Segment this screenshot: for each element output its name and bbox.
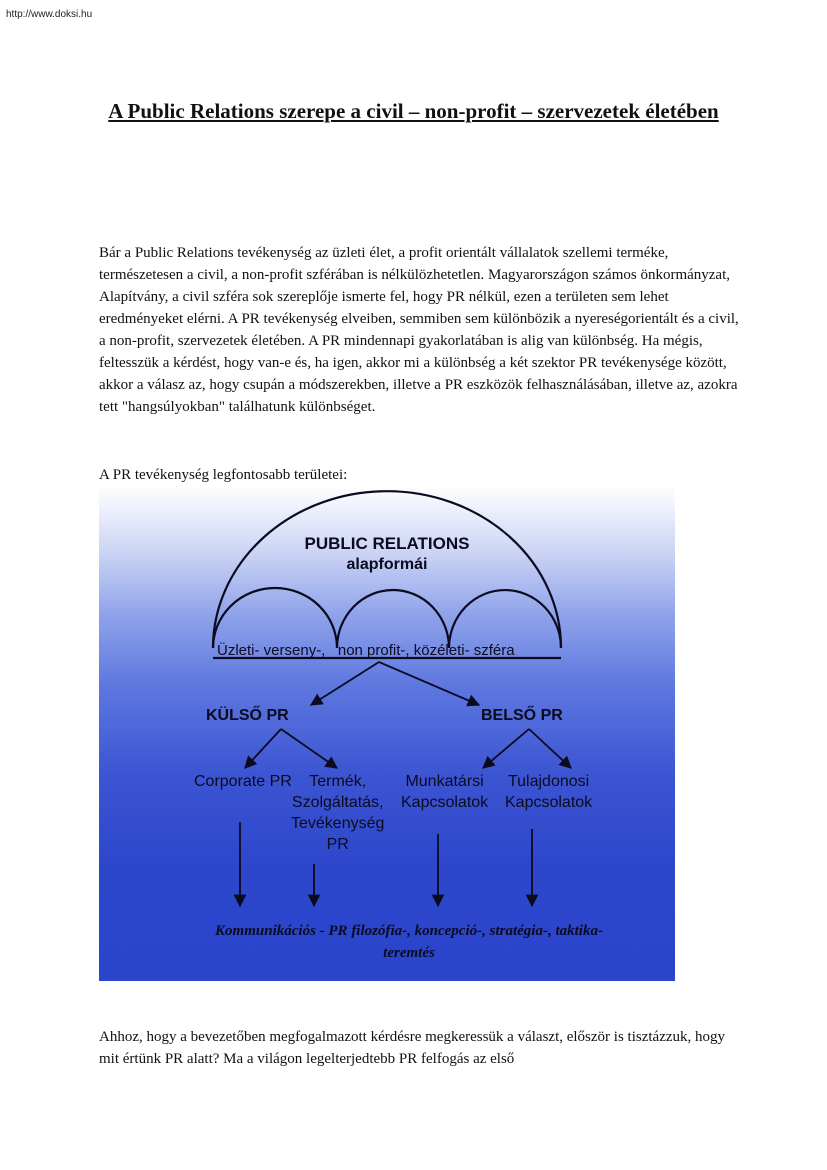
- document-title: A Public Relations szerepe a civil – non-profit – szervezetek életében: [108, 99, 719, 123]
- diagram-outcome: Kommunikációs - PR filozófia-, koncepció-, stratégia-, taktika- teremtés: [215, 923, 603, 961]
- followup-paragraph: Ahhoz, hogy a bevezetőben megfogalmazott kérdésre megkeressük a választ, először is tisztázzuk, hogy mit értünk PR alatt? Ma a világon legelterjedtebb PR felfogás az első: [99, 1029, 726, 1067]
- external-pr-label: KÜLSŐ PR: [206, 707, 289, 724]
- arrow-to-employee: [483, 729, 529, 768]
- source-url[interactable]: http://www.doksi.hu: [6, 9, 93, 20]
- arrow-to-internal: [379, 662, 479, 705]
- intro-paragraph: Bár a Public Relations tevékenység az üzleti élet, a profit orientált vállalatok szellemi terméke, természetesen a civil, a non-profit szférában is nélkülözhetetlen. Magyarországon számos önkormányzat, Alapítvány, a civil szféra sok szereplője ismerte fel, hogy PR nélkül, ezen a területen sem lehet eredményeket elérni. A PR tevékenység elveiben, semmiben sem különbözik a nyereségorientált és a civil, a non-profit, szervezetek életében. A PR mindennapi gyakorlatában is alig van különbség. Ha mégis, feltesszük a kérdést, hogy van-e és, ha igen, akkor mi a különbség a két szektor PR tevékenysége között, akkor a válasz az, hogy csupán a módszerekben, illetve a PR eszközök felhasználásában, illetve az, azokra tett "hangsúlyokban" találhatunk különbséget.: [99, 245, 739, 415]
- arch-business: [213, 588, 337, 648]
- employee-relations-label: Munkatársi Kapcsolatok: [401, 773, 489, 811]
- owner-relations-label: Tulajdonosi Kapcsolatok: [505, 773, 593, 811]
- product-pr-label: Termék, Szolgáltatás, Tevékenység PR: [291, 773, 385, 853]
- pr-areas-diagram: [99, 486, 675, 981]
- diagram-heading: PUBLIC RELATIONS: [304, 534, 470, 553]
- arrow-to-owner: [529, 729, 571, 768]
- arrow-to-product: [281, 729, 337, 768]
- diagram-subheading: alapformái: [346, 556, 428, 573]
- arch-nonprofit: [337, 590, 449, 648]
- corporate-pr-label: Corporate PR: [194, 773, 292, 790]
- areas-lead-in: A PR tevékenység legfontosabb területei:: [99, 467, 348, 483]
- arrow-to-external: [311, 662, 379, 705]
- arrow-to-corporate: [245, 729, 281, 768]
- arch-public: [449, 590, 561, 648]
- diagram-sectors: Üzleti- verseny-, non profit-, közéleti- szféra: [217, 642, 515, 659]
- internal-pr-label: BELSŐ PR: [481, 707, 563, 724]
